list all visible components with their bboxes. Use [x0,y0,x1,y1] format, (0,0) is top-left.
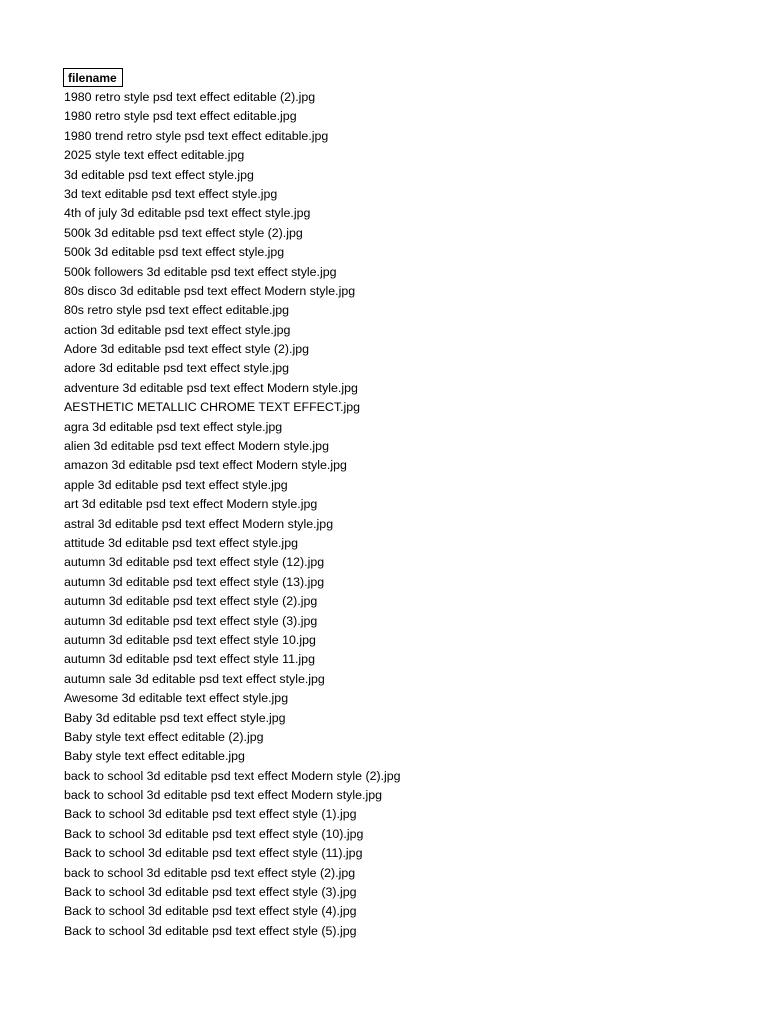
table-row[interactable]: alien 3d editable psd text effect Modern style.jpg [64,439,329,454]
table-row[interactable]: apple 3d editable psd text effect style.jpg [64,477,288,492]
table-row[interactable]: art 3d editable psd text effect Modern style.jpg [64,497,318,512]
table-row[interactable]: 500k 3d editable psd text effect style.jpg [64,245,285,260]
table-row[interactable]: autumn 3d editable psd text effect style (3).jpg [64,613,318,628]
table-row[interactable]: adore 3d editable psd text effect style.jpg [64,361,290,376]
table-row[interactable]: back to school 3d editable psd text effect style (2).jpg [64,865,356,880]
filename-sheet [63,68,703,941]
table-row[interactable]: attitude 3d editable psd text effect style.jpg [64,535,298,550]
column-header-filename[interactable]: filename [63,68,123,87]
table-row[interactable]: 500k 3d editable psd text effect style (2).jpg [64,225,303,240]
table-row[interactable]: Adore 3d editable psd text effect style (2).jpg [64,342,309,357]
table-row[interactable]: Back to school 3d editable psd text effect style (10).jpg [64,826,364,841]
table-row[interactable]: Awesome 3d editable text effect style.jpg [64,691,289,706]
table-row[interactable]: 80s retro style psd text effect editable.jpg [64,303,289,318]
table-row[interactable]: autumn 3d editable psd text effect style (13).jpg [64,574,325,589]
table-row[interactable]: Back to school 3d editable psd text effect style (11).jpg [64,846,363,861]
table-row[interactable]: autumn 3d editable psd text effect style (2).jpg [64,594,318,609]
table-row[interactable]: AESTHETIC METALLIC CHROME TEXT EFFECT.jpg [64,400,361,415]
table-row[interactable]: action 3d editable psd text effect style.jpg [64,322,291,337]
table-row[interactable]: 500k followers 3d editable psd text effect style.jpg [64,264,337,279]
table-row[interactable]: 80s disco 3d editable psd text effect Modern style.jpg [64,283,356,298]
table-row[interactable]: Baby style text effect editable (2).jpg [64,729,264,744]
table-row[interactable]: Back to school 3d editable psd text effect style (3).jpg [64,885,357,900]
table-row[interactable]: 2025 style text effect editable.jpg [64,148,245,163]
table-row[interactable]: autumn 3d editable psd text effect style 10.jpg [64,632,316,647]
table-row[interactable]: 3d editable psd text effect style.jpg [64,167,254,182]
table-row[interactable]: autumn 3d editable psd text effect style 11.jpg [64,652,315,667]
table-row[interactable]: agra 3d editable psd text effect style.jpg [64,419,283,434]
table-row[interactable]: Back to school 3d editable psd text effect style (4).jpg [64,904,357,919]
filename-list [63,88,703,941]
table-row[interactable]: back to school 3d editable psd text effect Modern style.jpg [64,788,382,803]
table-row[interactable]: adventure 3d editable psd text effect Modern style.jpg [64,380,358,395]
table-row[interactable]: amazon 3d editable psd text effect Modern style.jpg [64,458,347,473]
table-row[interactable]: back to school 3d editable psd text effect Modern style (2).jpg [64,768,401,783]
table-row[interactable]: astral 3d editable psd text effect Modern style.jpg [64,516,334,531]
table-row[interactable]: Baby 3d editable psd text effect style.jpg [64,710,286,725]
table-row[interactable]: 1980 retro style psd text effect editable (2).jpg [64,90,316,104]
table-row[interactable]: Baby style text effect editable.jpg [64,749,245,764]
table-row[interactable]: autumn 3d editable psd text effect style (12).jpg [64,555,325,570]
table-row[interactable]: 4th of july 3d editable psd text effect style.jpg [64,206,311,221]
table-row[interactable]: 1980 trend retro style psd text effect editable.jpg [64,128,329,143]
table-row[interactable]: Back to school 3d editable psd text effect style (5).jpg [64,923,357,938]
table-row[interactable]: Back to school 3d editable psd text effect style (1).jpg [64,807,357,822]
table-row[interactable]: 1980 retro style psd text effect editable.jpg [64,109,297,124]
table-row[interactable]: 3d text editable psd text effect style.jpg [64,186,278,201]
table-row[interactable]: autumn sale 3d editable psd text effect style.jpg [64,671,325,686]
